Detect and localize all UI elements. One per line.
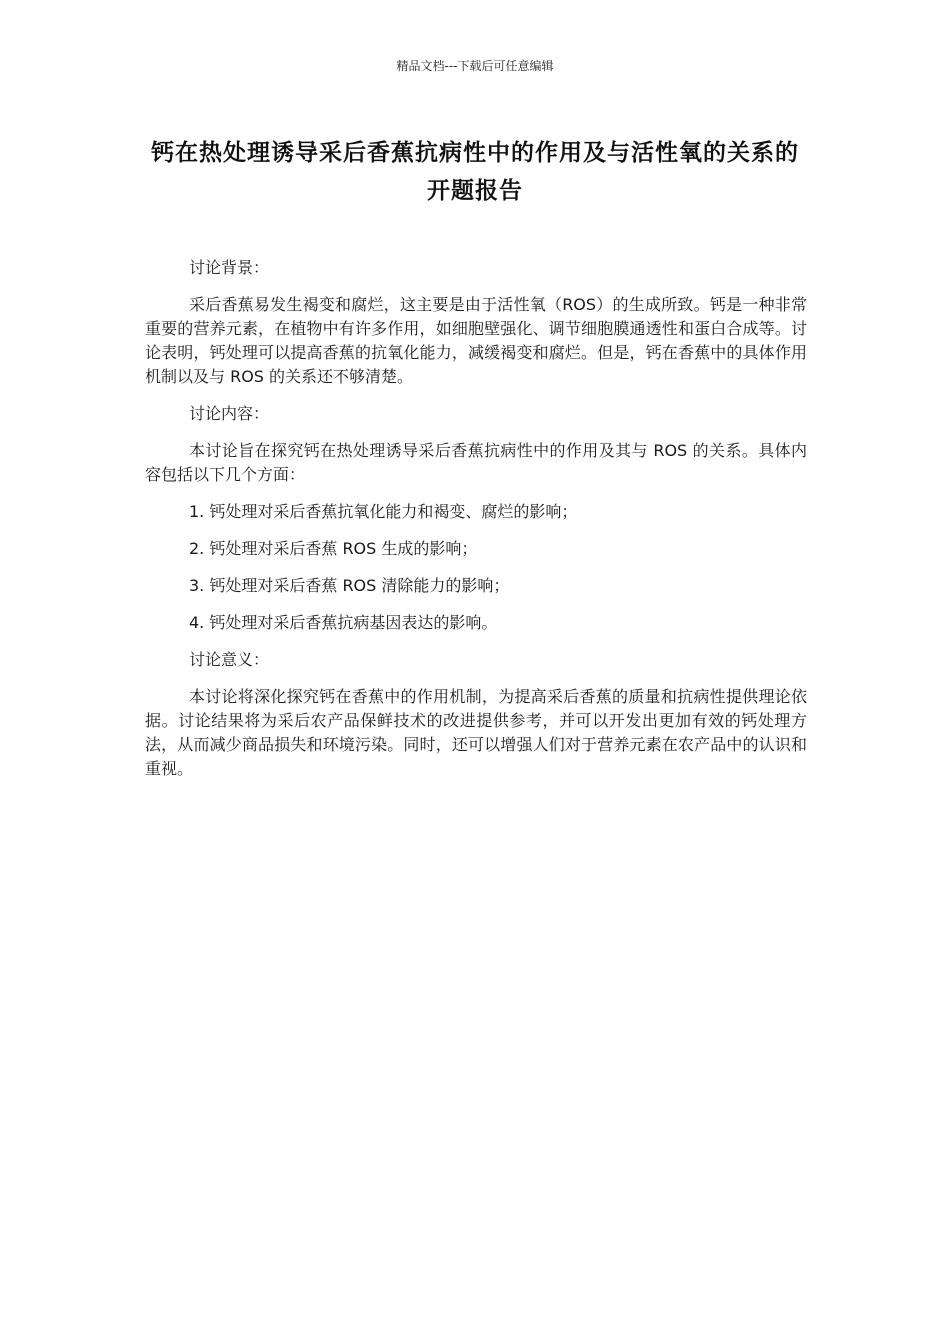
paragraph-content-intro: 本讨论旨在探究钙在热处理诱导采后香蕉抗病性中的作用及其与 ROS 的关系。具体内容包括以下几个方面： — [145, 441, 807, 484]
section-heading-content: 讨论内容： — [189, 404, 270, 423]
header-note: 精品文档---下载后可任意编辑 — [396, 59, 554, 73]
paragraph-significance: 本讨论将深化探究钙在香蕉中的作用机制，为提高采后香蕉的质量和抗病性提供理论依据。讨论结果将为采后农产品保鲜技术的改进提供参考，并可以开发出更加有效的钙处理方法，从而减少商品损失和环境污染。同时，还可以增强人们对于营养元素在农产品中的认识和重视。 — [145, 687, 807, 778]
paragraph-background: 采后香蕉易发生褐变和腐烂，这主要是由于活性氧（ROS）的生成所致。钙是一种非常重要的营养元素，在植物中有许多作用，如细胞壁强化、调节细胞膜通透性和蛋白合成等。讨论表明，钙处理可以提高香蕉的抗氧化能力，减缓褐变和腐烂。但是，钙在香蕉中的具体作用机制以及与 ROS 的关系还不够清楚。 — [145, 295, 807, 386]
section-heading-significance: 讨论意义： — [189, 650, 270, 669]
document-body — [145, 256, 807, 794]
list-item: 3. 钙处理对采后香蕉 ROS 清除能力的影响； — [189, 576, 510, 595]
list-item: 4. 钙处理对采后香蕉抗病基因表达的影响。 — [189, 613, 498, 632]
list-item: 1. 钙处理对采后香蕉抗氧化能力和褐变、腐烂的影响； — [189, 502, 578, 521]
document-title: 钙在热处理诱导采后香蕉抗病性中的作用及与活性氧的关系的开题报告 — [151, 140, 799, 204]
section-heading-background: 讨论背景： — [189, 258, 270, 277]
list-item: 2. 钙处理对采后香蕉 ROS 生成的影响； — [189, 539, 478, 558]
